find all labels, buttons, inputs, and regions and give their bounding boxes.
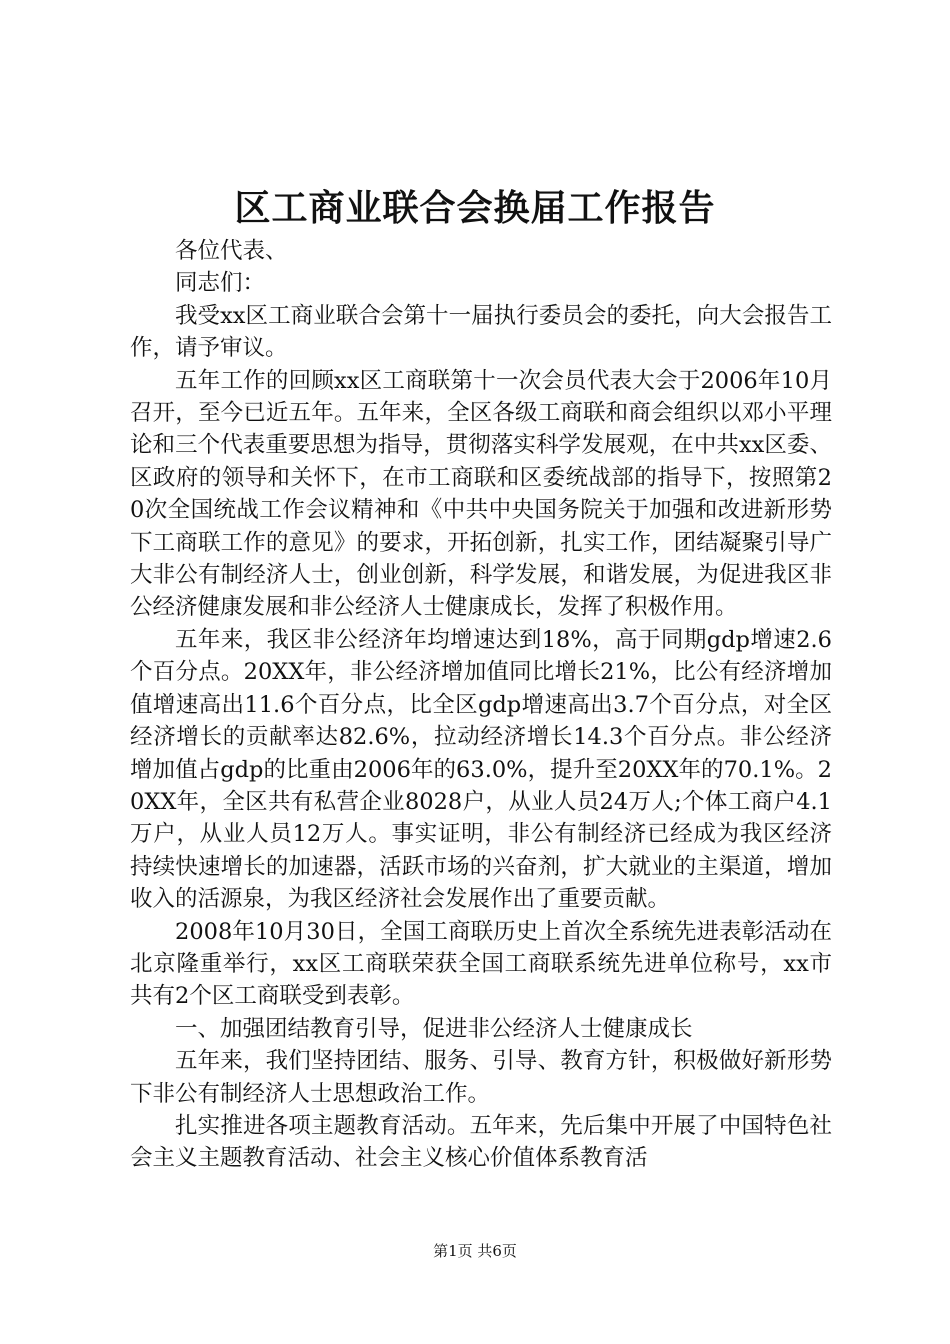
document-title: 区工商业联合会换届工作报告 bbox=[234, 187, 716, 229]
paragraph-salutation-1: 各位代表、 bbox=[175, 238, 288, 264]
document-body bbox=[130, 235, 832, 1175]
paragraph-economy: 五年来，我区非公经济年均增速达到18%，高于同期gdp增速2.6个百分点。20XX年，非公经济增加值同比增长21%，比公有经济增加值增速高出11.6个百分点，比全区gdp增速高出3.7个百分点，对全区经济增长的贡献率达82.6%，拉动经济增长14.3个百分点。非公经济增加值占gdp的比重由2006年的63.0%，提升至20XX年的70.1%。20XX年，全区共有私营企业8028户，从业人员24万人;个体工商户4.1万户，从业人员12万人。事实证明，非公有制经济已经成为我区经济持续快速增长的加速器，活跃市场的兴奋剂，扩大就业的主渠道，增加收入的活源泉，为我区经济社会发展作出了重要贡献。 bbox=[130, 626, 832, 913]
paragraph-education: 扎实推进各项主题教育活动。五年来，先后集中开展了中国特色社会主义主题教育活动、社会主义核心价值体系教育活 bbox=[130, 1112, 832, 1172]
paragraph-review: 五年工作的回顾xx区工商联第十一次会员代表大会于2006年10月召开，至今已近五年。五年来，全区各级工商联和商会组织以邓小平理论和三个代表重要思想为指导，贯彻落实科学发展观，在中共xx区委、区政府的领导和关怀下，在市工商联和区委统战部的指导下，按照第20次全国统战工作会议精神和《中共中央国务院关于加强和改进新形势下工商联工作的意见》的要求，开拓创新，扎实工作，团结凝聚引导广大非公有制经济人士，创业创新，科学发展，和谐发展，为促进我区非公经济健康发展和非公经济人士健康成长，发挥了积极作用。 bbox=[130, 367, 832, 621]
paragraph-award: 2008年10月30日，全国工商联历史上首次全系统先进表彰活动在北京隆重举行，xx区工商联荣获全国工商联系统先进单位称号，xx市共有2个区工商联受到表彰。 bbox=[130, 918, 832, 1010]
paragraph-intro: 我受xx区工商业联合会第十一届执行委员会的委托，向大会报告工作，请予审议。 bbox=[130, 302, 832, 362]
paragraph-guidance: 五年来，我们坚持团结、服务、引导、教育方针，积极做好新形势下非公有制经济人士思想政治工作。 bbox=[130, 1048, 832, 1107]
paragraph-salutation-2: 同志们： bbox=[175, 270, 266, 297]
section-heading-1: 一、加强团结教育引导，促进非公经济人士健康成长 bbox=[175, 1015, 693, 1042]
page-number-footer: 第1页 共6页 bbox=[433, 1242, 517, 1260]
